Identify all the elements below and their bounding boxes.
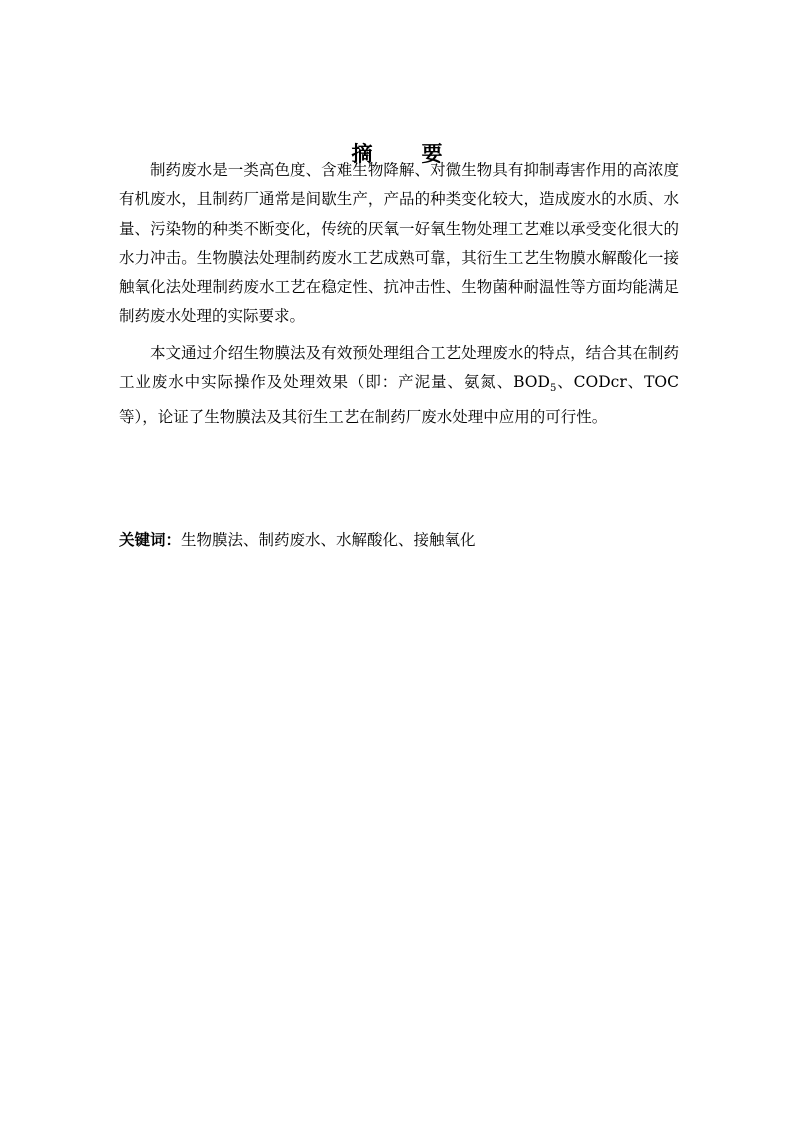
abstract-body	[119, 156, 679, 440]
keywords-label: 关键词：	[119, 530, 182, 549]
abstract-title: 摘 要	[351, 141, 457, 166]
paragraph-2-text-after: 、CODcr、TOC等），论证了生物膜法及其衍生工艺在制药厂废水处理中应用的可行性。	[119, 373, 679, 427]
keywords-value: 生物膜法、制药废水、水解酸化、接触氧化	[181, 531, 476, 549]
abstract-paragraph-1: 制药废水是一类高色度、含难生物降解、对微生物具有抑制毒害作用的高浓度有机废水，且制药厂通常是间歇生产，产品的种类变化较大，造成废水的水质、水量、污染物的种类不断变化，传统的厌氧一好氧生物处理工艺难以承受变化很大的水力冲击。生物膜法处理制药废水工艺成熟可靠，其衍生工艺生物膜水解酸化一接触氧化法处理制药废水工艺在稳定性、抗冲击性、生物菌种耐温性等方面均能满足制药废水处理的实际要求。	[119, 161, 679, 326]
keywords-line	[119, 528, 476, 550]
abstract-paragraph-2	[119, 339, 679, 433]
paragraph-2-text-before: 本文通过介绍生物膜法及有效预处理组合工艺处理废水的特点，结合其在制药工业废水中实际操作及处理效果（即：产泥量、氨氮、BOD	[119, 343, 679, 392]
bod-subscript: 5	[549, 383, 557, 395]
